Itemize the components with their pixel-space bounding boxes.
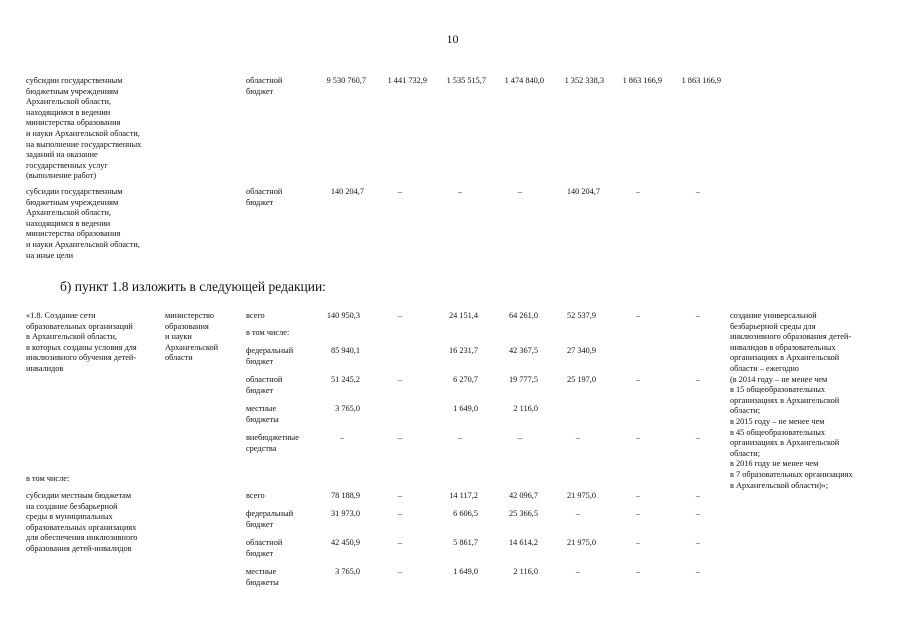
value-y2018: – (635, 433, 641, 442)
top-row-2-y2014: – (397, 187, 403, 196)
item-18-in-that-number: в том числе: (26, 474, 70, 483)
item-18-row-local-source: местные бюджеты (246, 404, 279, 424)
sub-row-total-source: всего (246, 491, 265, 500)
value-y2014: – (397, 491, 403, 500)
top-row-1-y2018: 1 863 166,9 (622, 76, 662, 85)
value-y2018: – (635, 491, 641, 500)
top-row-2-name: субсидии государственным бюджетным учреждениям Архангельской области, находящимся в ведении министерства образования и науки Архангельской области, на иные цели (26, 187, 140, 260)
top-row-1-y2017: 1 352 338,3 (564, 76, 604, 85)
value-y2014: – (397, 433, 403, 442)
value-y2016: 42 096,7 (508, 491, 538, 500)
item-18-executor: министерство образования и науки Архангельской области (165, 311, 219, 363)
value-y2019: – (695, 375, 701, 384)
value-y2019: – (695, 491, 701, 500)
value-y2016: – (517, 433, 523, 442)
item-18-row-total-source: всего (246, 311, 265, 320)
item-18-row-federal-source: федеральный бюджет (246, 346, 294, 366)
top-row-2-y2016: – (517, 187, 523, 196)
value-total: 78 188,9 (330, 491, 360, 500)
value-y2015: 1 649,0 (453, 404, 478, 413)
value-y2017: 27 340,9 (566, 346, 596, 355)
value-y2014: – (397, 375, 403, 384)
value-y2017: – (575, 567, 581, 576)
value-y2016: 19 777,5 (508, 375, 538, 384)
page-number: 10 (446, 32, 459, 46)
value-y2017: – (575, 509, 581, 518)
value-y2019: – (695, 567, 701, 576)
value-y2014: – (397, 567, 403, 576)
value-y2015: 16 231,7 (448, 346, 478, 355)
item-18-name: «1.8. Создание сети образовательных организаций в Архангельской области, в которых созданы условия для инклюзивного обучения детей- инвалидов (26, 311, 137, 373)
item-18-result: создание универсальной безбарьерной среды для инклюзивного образования детей- инвалидов в образовательных организациях в Архангельской области – ежегодно (в 2014 году – не менее чем в 15 общеобразовательных организациях в Архангельской области; в 2015 году – не менее чем в 45 общеобразовательных организациях в Архангельской области; в 2016 году не менее чем в 7 образовательных организациях в Архангельской области)»; (730, 311, 853, 490)
value-y2014: – (397, 311, 403, 320)
value-y2016: 14 614,2 (508, 538, 538, 547)
value-total: 42 450,9 (330, 538, 360, 547)
value-total: 3 765,0 (335, 567, 360, 576)
value-y2015: – (457, 433, 463, 442)
value-y2016: 25 366,5 (508, 509, 538, 518)
value-y2015: 24 151,4 (448, 311, 478, 320)
item-18-row-regional-source: областной бюджет (246, 375, 283, 395)
value-y2018: – (635, 538, 641, 547)
value-y2017: – (575, 433, 581, 442)
value-y2015: 14 117,2 (449, 491, 478, 500)
value-y2018: – (635, 567, 641, 576)
value-y2019: – (695, 433, 701, 442)
sub-name: субсидии местным бюджетам на создание безбарьерной среды в муниципальных образовательных организациях для обеспечения инклюзивного образования детей-инвалидов (26, 491, 138, 553)
top-row-2-source: областной бюджет (246, 187, 283, 207)
value-y2017: 52 537,9 (566, 311, 596, 320)
top-row-1-y2014: 1 441 732,9 (387, 76, 427, 85)
value-y2017: 21 975,0 (566, 538, 596, 547)
value-total: 3 765,0 (335, 404, 360, 413)
value-y2017: 21 975,0 (566, 491, 596, 500)
top-row-2-y2019: – (695, 187, 701, 196)
item-18-row-incl-source: в том числе: (246, 328, 290, 337)
value-total: 31 973,0 (330, 509, 360, 518)
value-y2016: 2 116,0 (513, 404, 538, 413)
top-row-1-name: субсидии государственным бюджетным учреждениям Архангельской области, находящимся в ведении министерства образования и науки Архангельской области, на выполнение государственных заданий на оказание государственных услуг (выполнение работ) (26, 76, 142, 181)
value-y2016: 2 116,0 (513, 567, 538, 576)
value-y2015: 6 270,7 (453, 375, 478, 384)
value-y2017: 25 197,0 (566, 375, 596, 384)
value-y2015: 6 606,5 (453, 509, 478, 518)
value-y2014: – (397, 538, 403, 547)
top-row-1-y2019: 1 863 166,9 (681, 76, 721, 85)
top-row-1-y2016: 1 474 840,0 (504, 76, 544, 85)
section-heading: б) пункт 1.8 изложить в следующей редакции: (60, 279, 326, 294)
value-y2018: – (635, 311, 641, 320)
item-18-row-extra-source: внебюджетные средства (246, 433, 299, 453)
top-row-1-y2015: 1 535 515,7 (446, 76, 486, 85)
top-row-1-total: 9 530 760,7 (326, 76, 366, 85)
value-total: 51 245,2 (330, 375, 360, 384)
value-y2014: – (397, 509, 403, 518)
value-y2015: 1 649,0 (453, 567, 478, 576)
value-y2019: – (695, 538, 701, 547)
value-total: 85 940,1 (330, 346, 360, 355)
value-total: 140 950,3 (326, 311, 360, 320)
top-row-2-y2017: 140 204,7 (566, 187, 600, 196)
value-y2018: – (635, 509, 641, 518)
value-y2019: – (695, 509, 701, 518)
top-row-2-total: 140 204,7 (330, 187, 364, 196)
value-y2016: 42 367,5 (508, 346, 538, 355)
value-y2019: – (695, 311, 701, 320)
sub-row-local-source: местные бюджеты (246, 567, 279, 587)
top-row-2-y2018: – (635, 187, 641, 196)
top-row-2-y2015: – (457, 187, 463, 196)
value-total: – (339, 433, 345, 442)
top-row-1-source: областной бюджет (246, 76, 283, 96)
value-y2015: 5 861,7 (453, 538, 478, 547)
value-y2018: – (635, 375, 641, 384)
sub-row-regional-source: областной бюджет (246, 538, 283, 558)
sub-row-federal-source: федеральный бюджет (246, 509, 294, 529)
value-y2016: 64 261,0 (508, 311, 538, 320)
